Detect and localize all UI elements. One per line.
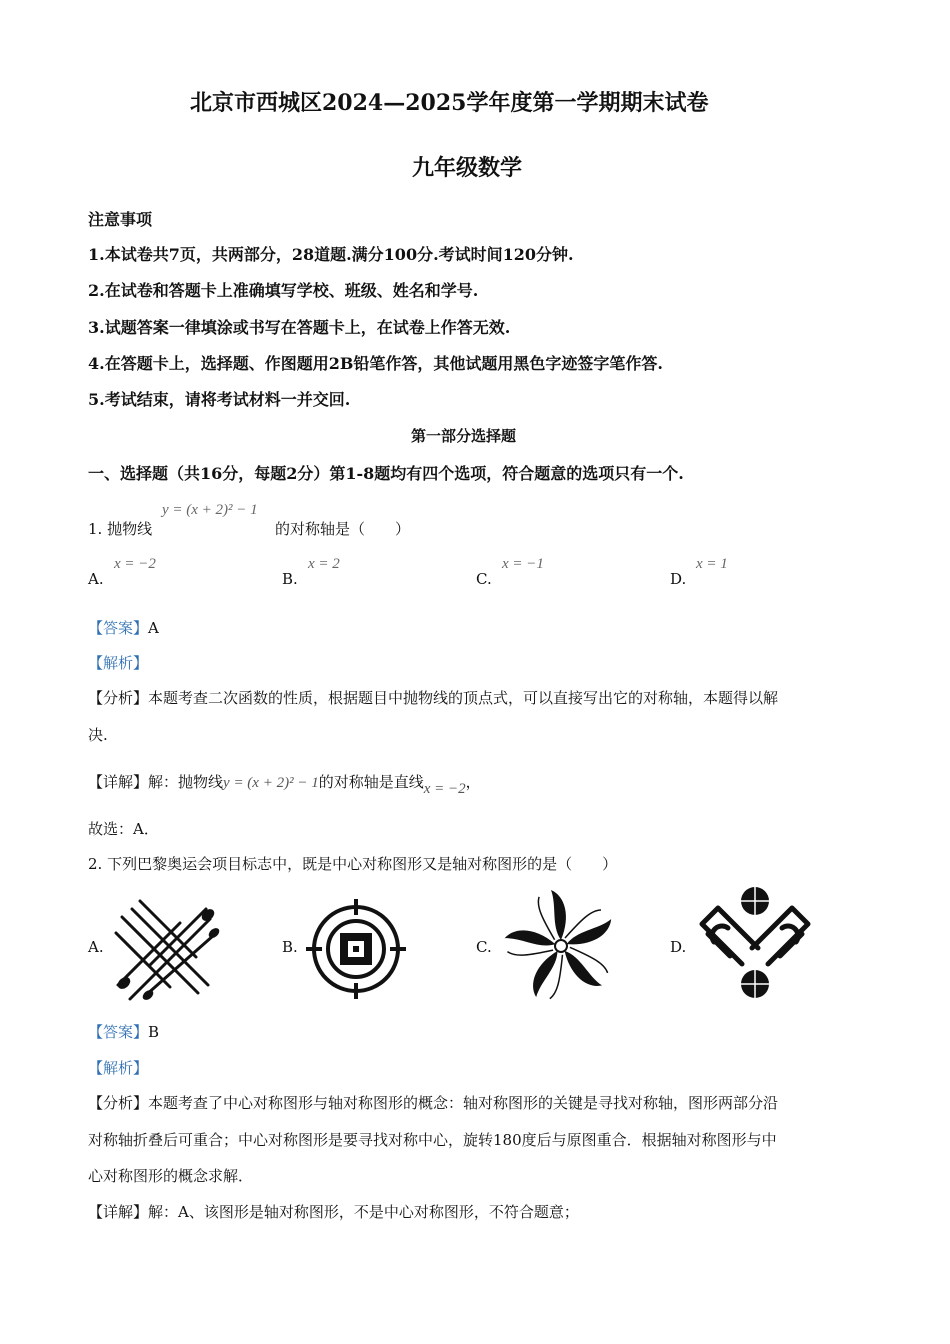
q1-prefix: 1. 抛物线 — [88, 520, 153, 538]
note-item: 4.在答题卡上，选择题、作图题用2B铅笔作答，其他试题用黑色字迹签字笔作答. — [88, 354, 663, 373]
q1-option-letter: A. — [88, 570, 104, 588]
fenxi-tag: 【分析】 — [88, 689, 149, 707]
q1-option-value: x = −1 — [502, 556, 544, 572]
q2-option-letter: C. — [476, 938, 492, 956]
section-heading: 一、选择题（共16分，每题2分）第1-8题均有四个选项，符合题意的选项只有一个. — [88, 464, 684, 483]
note-item: 1.本试卷共7页，共两部分，28道题.满分100分.考试时间120分钟. — [88, 245, 574, 264]
note-item: 5.考试结束，请将考试材料一并交回. — [88, 390, 351, 409]
q1-detail — [88, 771, 481, 797]
detail-text: ， — [465, 773, 481, 791]
basketball-pictogram-icon — [694, 884, 816, 1004]
note-item: 3.试题答案一律填涂或书写在答题卡上，在试卷上作答无效. — [88, 318, 511, 337]
q1-option-letter: D. — [670, 570, 687, 588]
q2-option-letter: A. — [88, 938, 104, 956]
shooting-target-pictogram-icon — [302, 895, 410, 1003]
answer-value: A — [148, 619, 159, 637]
detail-formula: x = −2 — [423, 781, 466, 797]
q1-option-letter: C. — [476, 570, 492, 588]
q2-stem: 2. 下列巴黎奥运会项目标志中，既是中心对称图形又是轴对称图形的是（ ） — [88, 855, 618, 873]
detail-text: 解：A、该图形是轴对称图形，不是中心对称图形，不符合题意； — [148, 1203, 579, 1221]
detail-text: 解：抛物线 — [148, 773, 224, 791]
q1-option-value: x = −2 — [114, 556, 156, 572]
q1-suffix: 的对称轴是（ ） — [275, 520, 411, 538]
answer-tag: 【答案】 — [88, 619, 149, 637]
note-item: 2.在试卷和答题卡上准确填写学校、班级、姓名和学号. — [88, 281, 479, 300]
q1-option-letter: B. — [282, 570, 298, 588]
q1-formula: y = (x + 2)² − 1 — [162, 502, 258, 518]
q2-fenxi — [88, 1092, 778, 1113]
answer-value: B — [148, 1023, 160, 1041]
fenxi-tag: 【分析】 — [88, 1094, 149, 1112]
q2-option-letter: D. — [670, 938, 687, 956]
notes-heading: 注意事项 — [88, 210, 153, 229]
q2-detail — [88, 1201, 579, 1222]
pinwheel-pictogram-icon — [498, 888, 624, 1004]
q2-option-letter: B. — [282, 938, 298, 956]
q1-option-value: x = 2 — [308, 556, 340, 572]
q1-option-value: x = 1 — [696, 556, 728, 572]
detail-tag: 【详解】 — [88, 773, 149, 791]
q1-fenxi — [88, 687, 778, 708]
analysis-tag: 【解析】 — [88, 654, 149, 672]
fenxi-text: 本题考查了中心对称图形与轴对称图形的概念：轴对称图形的关键是寻找对称轴，图形两部分沿 — [148, 1094, 779, 1112]
q1-answer — [88, 617, 159, 638]
fenxi-text: 对称轴折叠后可重合；中心对称图形是要寻找对称中心，旋转180度后与原图重合．根据轴对称图形与中 — [88, 1131, 777, 1149]
q1-choice: 故选：A． — [88, 820, 159, 838]
exam-subtitle: 九年级数学 — [412, 155, 523, 181]
fenxi-text: 决. — [88, 726, 108, 744]
part-heading: 第一部分选择题 — [411, 427, 517, 445]
q2-answer — [88, 1021, 159, 1042]
detail-text: 的对称轴是直线 — [318, 773, 424, 791]
analysis-tag: 【解析】 — [88, 1059, 149, 1077]
detail-formula: y = (x + 2)² − 1 — [223, 775, 319, 791]
exam-title: 北京市西城区2024—2025学年度第一学期期末试卷 — [190, 90, 709, 116]
detail-tag: 【详解】 — [88, 1203, 149, 1221]
answer-tag: 【答案】 — [88, 1023, 149, 1041]
fenxi-text: 心对称图形的概念求解． — [88, 1167, 254, 1185]
fencing-pictogram-icon — [110, 895, 222, 1003]
fenxi-text: 本题考查二次函数的性质，根据题目中抛物线的顶点式，可以直接写出它的对称轴，本题得以解 — [148, 689, 779, 707]
